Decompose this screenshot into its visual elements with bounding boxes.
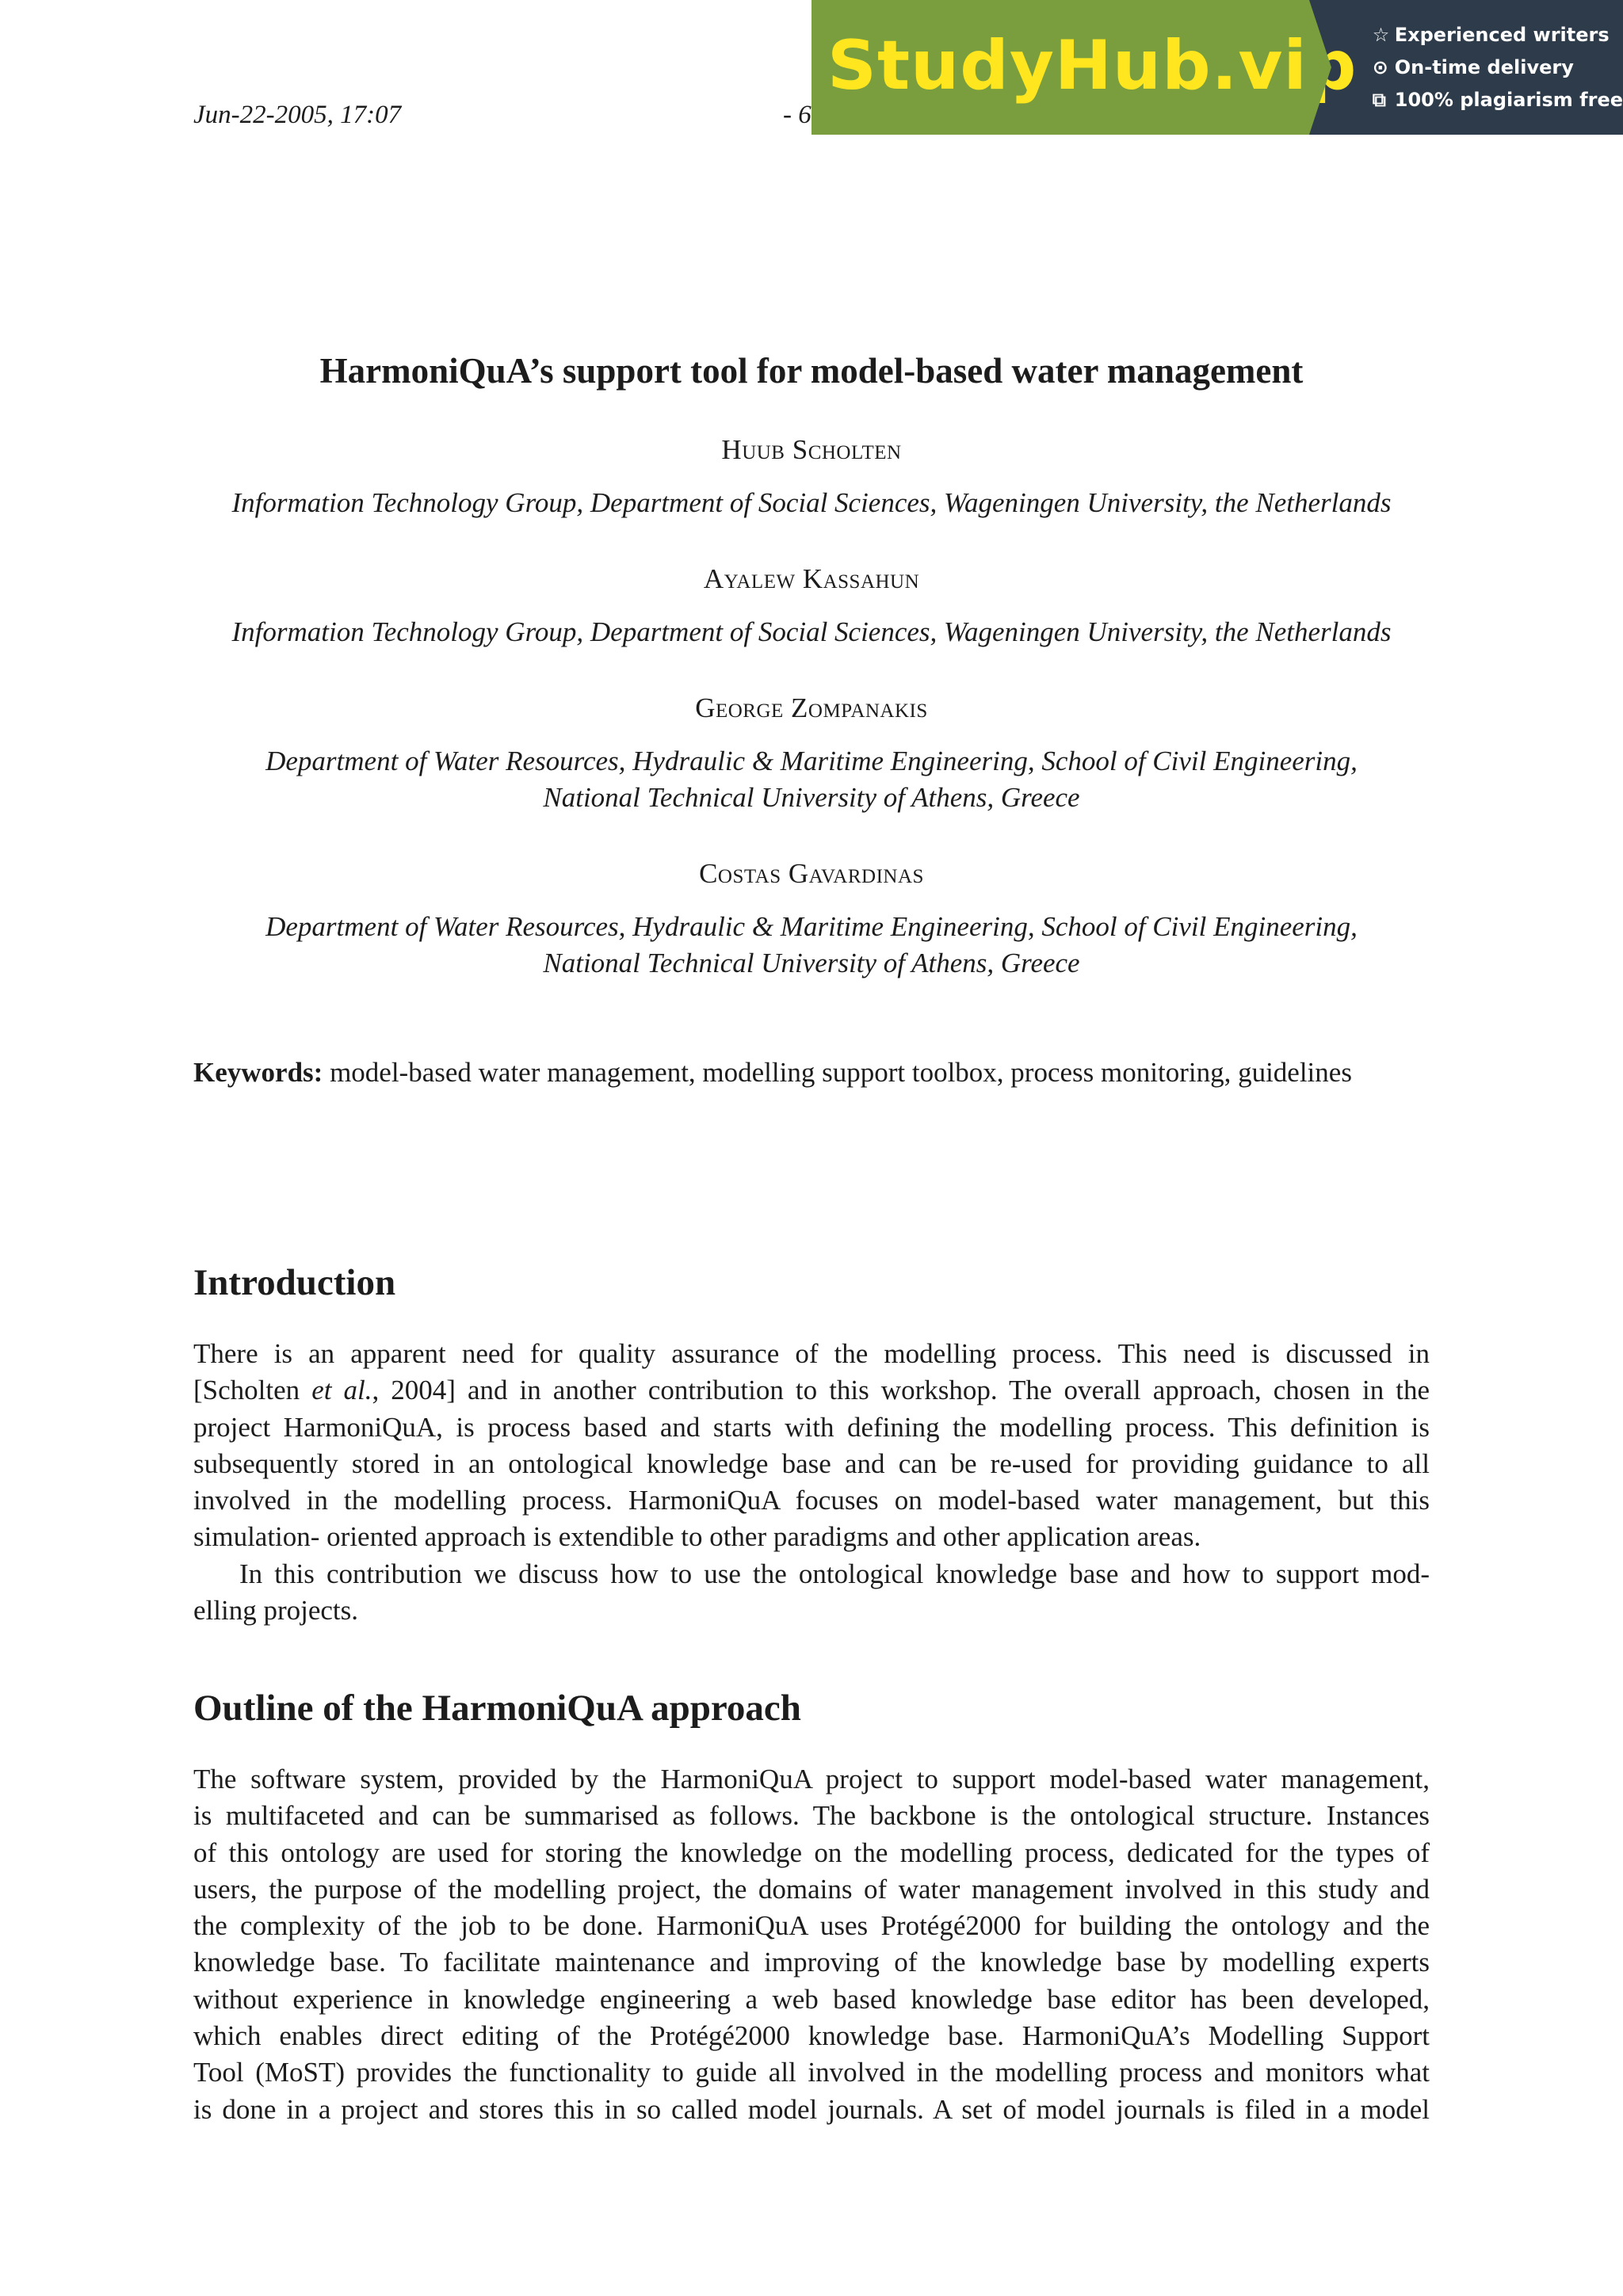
paper-title: HarmoniQuA’s support tool for model-based water management [319, 351, 1304, 391]
feature-label: 100% plagiarism free [1394, 88, 1623, 111]
section-body [193, 1336, 1430, 1629]
section-heading: Outline of the HarmoniQuA approach [193, 1688, 801, 1729]
text-line: knowledge base. To facilitate maintenance and improving of the knowledge base by modelling experts [193, 1947, 1430, 1978]
text-line: project HarmoniQuA, is process based and starts with defining the modelling process. This definition is [193, 1411, 1430, 1443]
text-line: Tool (MoST) provides the functionality to guide all involved in the modelling process and monitors what [193, 2057, 1430, 2088]
text-line: is multifaceted and can be summarised as follows. The backbone is the ontological structure. Instances [193, 1800, 1430, 1832]
citation-et-al: et al. [311, 1375, 372, 1406]
text-line: elling projects. [193, 1595, 359, 1627]
text-line: involved in the modelling process. HarmoniQuA focuses on model-based water management, but this [193, 1485, 1430, 1516]
author-affiliation: Department of Water Resources, Hydraulic & Maritime Engineering, School of Civil Engineering, [265, 746, 1358, 776]
ad-banner[interactable] [812, 0, 1623, 135]
text-line: which enables direct editing of the Protégé2000 knowledge base. HarmoniQuA’s Modelling Support [193, 2020, 1430, 2052]
text-line: simulation- oriented approach is extendible to other paradigms and other application areas. [193, 1521, 1201, 1553]
text-line: the complexity of the job to be done. HarmoniQuA uses Protégé2000 for building the ontology and the [193, 1910, 1430, 1942]
star-icon: ☆ [1372, 23, 1390, 46]
keywords [193, 1055, 1430, 1091]
feature-on-time-delivery [1373, 51, 1623, 84]
brand-logo[interactable]: StudyHub.vip [827, 26, 1358, 105]
author-affiliation: National Technical University of Athens, Greece [543, 948, 1080, 978]
keywords-label: Keywords: [193, 1057, 323, 1088]
author-affiliation: Information Technology Group, Department of Social Sciences, Wageningen University, the Netherlands [231, 616, 1392, 647]
section-heading: Introduction [193, 1262, 396, 1303]
author-name: Costas Gavardinas [699, 858, 924, 889]
text-line: There is an apparent need for quality assurance of the modelling process. This need is discussed in [193, 1338, 1430, 1369]
feature-label: Experienced writers [1394, 23, 1610, 46]
text-line: of this ontology are used for storing the knowledge on the modelling process, dedicated for the types of [193, 1836, 1430, 1868]
text-line: without experience in knowledge engineering a web based knowledge base editor has been developed, [193, 1983, 1430, 2015]
author-name: George Zompanakis [695, 692, 928, 723]
text-line: In this contribution we discuss how to use the ontological knowledge base and how to support mod- [239, 1558, 1430, 1589]
text-line: subsequently stored in an ontological knowledge base and can be re-used for providing guidance to all [193, 1447, 1430, 1479]
text-line: is done in a project and stores this in so called model journals. A set of model journals is filed in a model [193, 2093, 1430, 2125]
running-header-date: Jun-22-2005, 17:07 [193, 101, 402, 129]
author-name: Huub Scholten [721, 434, 902, 465]
keywords-text: model-based water management, modelling support toolbox, process monitoring, guidelines [330, 1057, 1352, 1088]
text-line: users, the purpose of the modelling project, the domains of water management involved in this study and [193, 1873, 1430, 1905]
author-affiliation: National Technical University of Athens, Greece [543, 782, 1080, 813]
feature-experienced-writers [1373, 19, 1623, 51]
author-affiliation: Department of Water Resources, Hydraulic & Maritime Engineering, School of Civil Engineering, [265, 911, 1358, 942]
banner-brand-area[interactable] [812, 0, 1358, 135]
text-line: [Scholten et al., 2004] and in another contribution to this workshop. The overall approach, chosen in the [193, 1375, 1430, 1406]
feature-label: On-time delivery [1394, 55, 1574, 78]
text-line: The software system, provided by the HarmoniQuA project to support model-based water management, [193, 1764, 1430, 1794]
copy-icon: ⧉ [1372, 88, 1386, 111]
section-body [193, 1761, 1430, 2128]
author-affiliation: Information Technology Group, Department of Social Sciences, Wageningen University, the Netherlands [231, 487, 1392, 518]
clock-icon: ⊙ [1372, 55, 1388, 78]
running-header-page: - 6 [783, 101, 812, 129]
author-name: Ayalew Kassahun [703, 563, 920, 594]
feature-plagiarism-free [1373, 84, 1623, 116]
